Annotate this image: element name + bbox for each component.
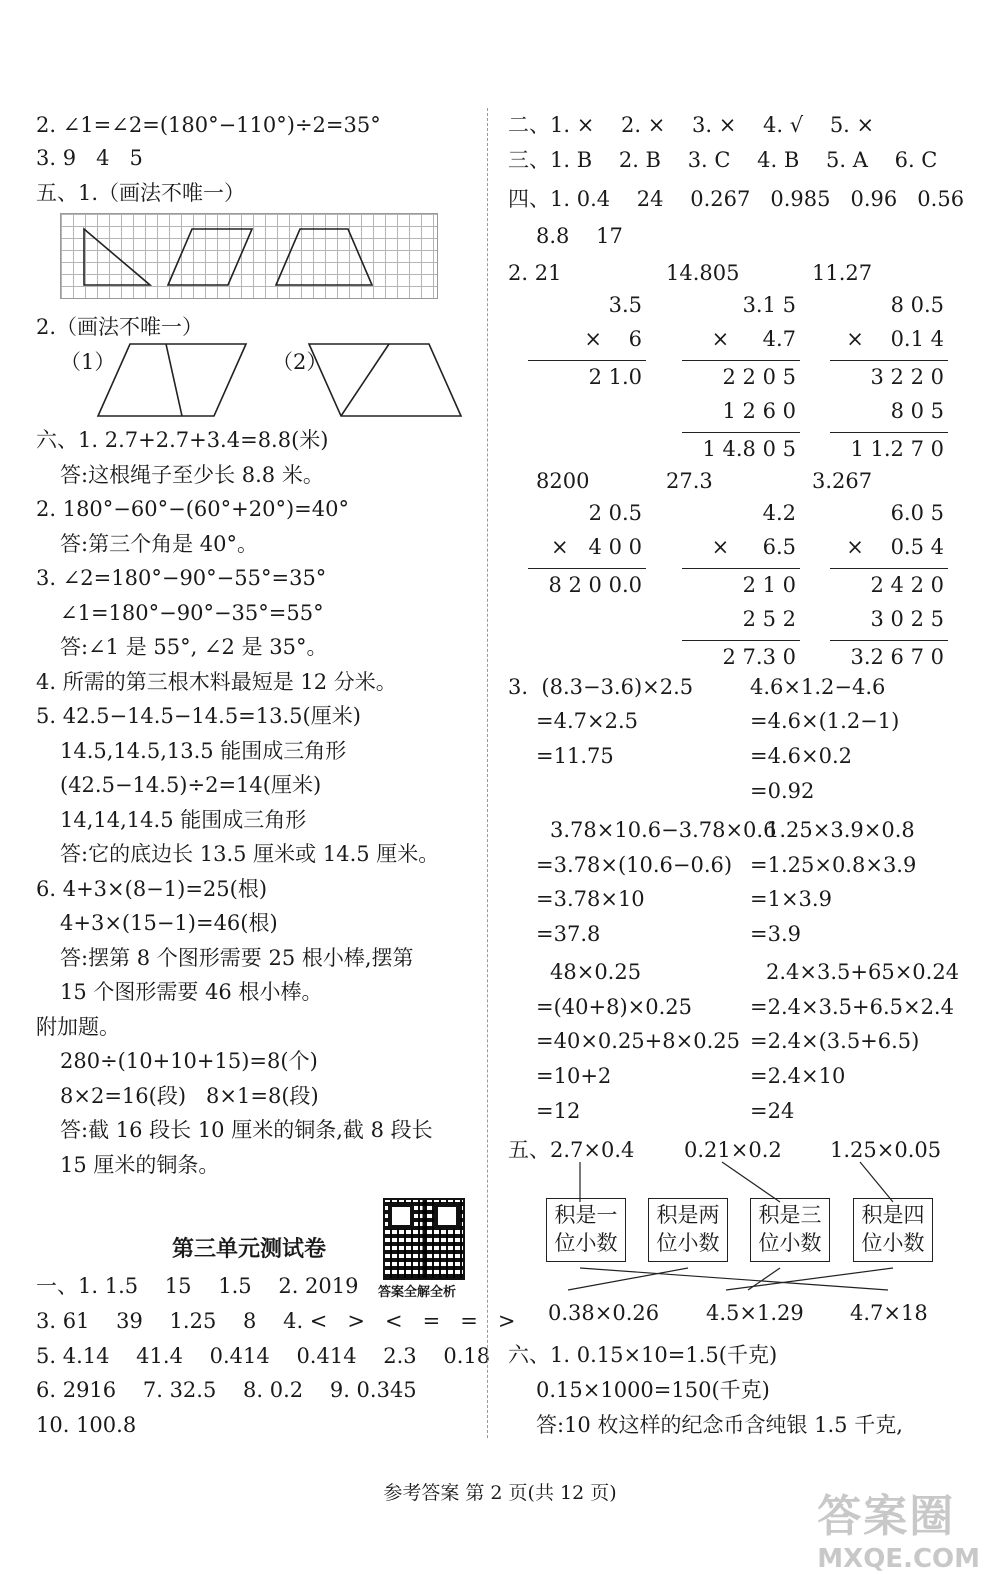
column-divider [487,108,488,1438]
answer-line: 三、1. B 2. B 3. C 4. B 5. A 6. C [508,148,938,172]
mult-row: × 4 0 0 [550,535,642,559]
mult-row: 2 1.0 [588,365,642,389]
box-line-2: 位小数 [656,1231,720,1255]
answer-line: 280÷(10+10+15)=8(个) [60,1049,318,1073]
mult-row: 3.5 [608,293,642,317]
answer-line: =3.78×10 [536,887,645,911]
answer-line: 六、1. 0.15×10=1.5(千克) [508,1343,778,1367]
answer-line: 1.25×0.05 [830,1138,942,1162]
answer-line: 答:它的底边长 13.5 厘米或 14.5 厘米。 [60,842,440,866]
answer-line: 6. 2916 7. 32.5 8. 0.2 9. 0.345 [36,1378,417,1402]
answer-line: 4.6×1.2−4.6 [750,675,886,699]
parallelogram-figure-2 [305,340,475,420]
mult-row: 3.2 6 7 0 [850,645,944,669]
answer-line: =4.6×0.2 [750,744,852,768]
qr-code-icon[interactable] [383,1198,465,1280]
page-footer: 参考答案 第 2 页(共 12 页) [383,1482,617,1504]
mult-rule [682,360,800,361]
answer-line: 2. 21 [508,261,562,285]
answer-line: 14,14,14.5 能围成三角形 [60,808,307,832]
answer-line: 5. 4.14 41.4 0.414 0.414 2.3 0.18 [36,1344,491,1368]
answer-line: 0.15×1000=150(千克) [536,1378,770,1402]
mult-row: 6.0 5 [890,501,944,525]
answer-line: 2. 180°−60°−(60°+20°)=40° [36,497,349,521]
mult-row: 2 2 0 5 [722,365,796,389]
answer-line: 1.25×3.9×0.8 [766,818,915,842]
answer-line: =4.7×2.5 [536,709,638,733]
watermark-logo [817,1480,980,1574]
mult-row: 4.2 [762,501,796,525]
mult-row: 8 2 0 0.0 [548,573,642,597]
mult-row: 3.1 5 [742,293,796,317]
answer-line: 6. 4+3×(8−1)=25(根) [36,877,268,901]
qr-caption: 答案全解全析 [378,1285,457,1300]
answer-line: 答:∠1 是 55°, ∠2 是 35°。 [60,635,328,659]
watermark-top: 答案圈 [817,1491,956,1542]
answer-line: 五、1.（画法不唯一） [36,181,246,205]
answer-line: 答:截 16 段长 10 厘米的铜条,截 8 段长 [60,1118,433,1142]
mult-rule [528,568,646,569]
mult-rule [682,568,800,569]
answer-line: 0.38×0.26 [548,1301,660,1325]
box-line-1: 积是四 [861,1203,925,1227]
answer-line: 3. 61 39 1.25 8 4. < > < = = > [36,1309,516,1333]
answer-line: 2.4×3.5+65×0.24 [766,960,960,984]
answer-line: 8×2=16(段) 8×1=8(段) [60,1084,319,1108]
answer-line: 3. (8.3−3.6)×2.5 [508,675,694,699]
answer-line: =40×0.25+8×0.25 [536,1029,740,1053]
answer-line: 二、1. × 2. × 3. × 4. √ 5. × [508,113,875,137]
answer-line: 2.（画法不唯一） [36,315,204,339]
box-line-2: 位小数 [554,1231,618,1255]
mult-rule [830,432,948,433]
answer-line: 8200 [536,469,590,493]
mult-rule [830,568,948,569]
watermark-bottom: MXQE.COM [817,1544,980,1574]
answer-line: 3. 9 4 5 [36,146,143,170]
answer-line: =10+2 [536,1064,612,1088]
answer-line: 14.5,14.5,13.5 能围成三角形 [60,739,347,763]
parallelogram-shape [168,229,252,285]
mult-rule [830,640,948,641]
answer-line: 8.8 17 [536,224,623,248]
answer-line: =2.4×10 [750,1064,846,1088]
parallelogram-figure-1 [90,340,260,420]
answer-line: 15 厘米的铜条。 [60,1153,220,1177]
answer-line: 10. 100.8 [36,1413,137,1437]
answer-line: （2） [272,350,328,374]
answer-line: 14.805 [666,261,740,285]
answer-line: =1×3.9 [750,887,832,911]
answer-line: 4.5×1.29 [706,1301,804,1325]
section-title: 第三单元测试卷 [172,1237,327,1262]
box-line-2: 位小数 [758,1231,822,1255]
answer-line: =2.4×(3.5+6.5) [750,1029,920,1053]
mult-row: 2 0.5 [588,501,642,525]
mult-row: 2 1 0 [742,573,796,597]
mult-row: × 0.5 4 [846,535,944,559]
mult-row: 2 4 2 0 [870,573,944,597]
box-line-1: 积是三 [758,1203,822,1227]
mult-row: 1 2 6 0 [722,399,796,423]
right-triangle-shape [84,229,150,285]
answer-line: =3.78×(10.6−0.6) [536,853,733,877]
answer-line: =37.8 [536,922,601,946]
trapezoid-shape [276,229,372,285]
answer-line: 六、1. 2.7+2.7+3.4=8.8(米) [36,428,329,452]
answer-line: =(40+8)×0.25 [536,995,693,1019]
answer-line: 一、1. 1.5 15 1.5 2. 2019 [36,1274,359,1298]
mult-row: × 6 [584,327,642,351]
answer-line: 3.267 [812,469,873,493]
mult-row: 2 5 2 [742,607,796,631]
box-line-1: 积是一 [554,1203,618,1227]
mult-row: 8 0.5 [890,293,944,317]
mult-rule [682,432,800,433]
mult-rule [682,640,800,641]
answer-line: 五、2.7×0.4 [508,1138,635,1162]
answer-line: 15 个图形需要 46 根小棒。 [60,980,323,1004]
answer-line: 48×0.25 [550,960,642,984]
mult-row: 1 4.8 0 5 [702,437,796,461]
mult-row: 8 0 5 [890,399,944,423]
mult-row: × 0.1 4 [846,327,944,351]
mult-row: 3 2 2 0 [870,365,944,389]
answer-line: 5. 42.5−14.5−14.5=13.5(厘米) [36,704,361,728]
answer-line: =11.75 [536,744,614,768]
mult-row: 3 0 2 5 [870,607,944,631]
answer-line: =3.9 [750,922,801,946]
answer-line: 附加题。 [36,1015,120,1039]
answer-line: 答:这根绳子至少长 8.8 米。 [60,463,324,487]
answer-line: 4+3×(15−1)=46(根) [60,911,278,935]
answer-line: 3. ∠2=180°−90°−55°=35° [36,566,327,590]
box-line-2: 位小数 [861,1231,925,1255]
grid-shapes [60,213,436,297]
answer-line: =12 [536,1099,581,1123]
answer-line: 0.21×0.2 [684,1138,782,1162]
mult-row: × 4.7 [711,327,796,351]
mult-row: × 6.5 [711,535,796,559]
answer-line: 2. ∠1=∠2=(180°−110°)÷2=35° [36,113,381,137]
answer-line: =24 [750,1099,795,1123]
answer-line: =4.6×(1.2−1) [750,709,900,733]
answer-line: 4.7×18 [850,1301,928,1325]
mult-rule [528,360,646,361]
answer-line: =2.4×3.5+6.5×2.4 [750,995,954,1019]
answer-line: 答:第三个角是 40°。 [60,532,258,556]
answer-line: （1） [60,350,116,374]
answer-line: ∠1=180°−90°−35°=55° [60,601,324,625]
mult-row: 1 1.2 7 0 [850,437,944,461]
answer-line: 27.3 [666,469,713,493]
mult-rule [830,360,948,361]
answer-line: (42.5−14.5)÷2=14(厘米) [60,773,322,797]
answer-line: 11.27 [812,261,873,285]
answer-line: 答:摆第 8 个图形需要 25 根小棒,摆第 [60,946,414,970]
answer-line: 4. 所需的第三根木料最短是 12 分米。 [36,670,397,694]
answer-line: =1.25×0.8×3.9 [750,853,917,877]
matching-lines [508,1160,970,1300]
answer-line: 3.78×10.6−3.78×0.6 [550,818,777,842]
box-line-1: 积是两 [656,1203,720,1227]
answer-line: =0.92 [750,779,815,803]
mult-row: 2 7.3 0 [722,645,796,669]
answer-line: 四、1. 0.4 24 0.267 0.985 0.96 0.56 [508,187,965,211]
answer-line: 答:10 枚这样的纪念币含纯银 1.5 千克, [536,1413,903,1437]
